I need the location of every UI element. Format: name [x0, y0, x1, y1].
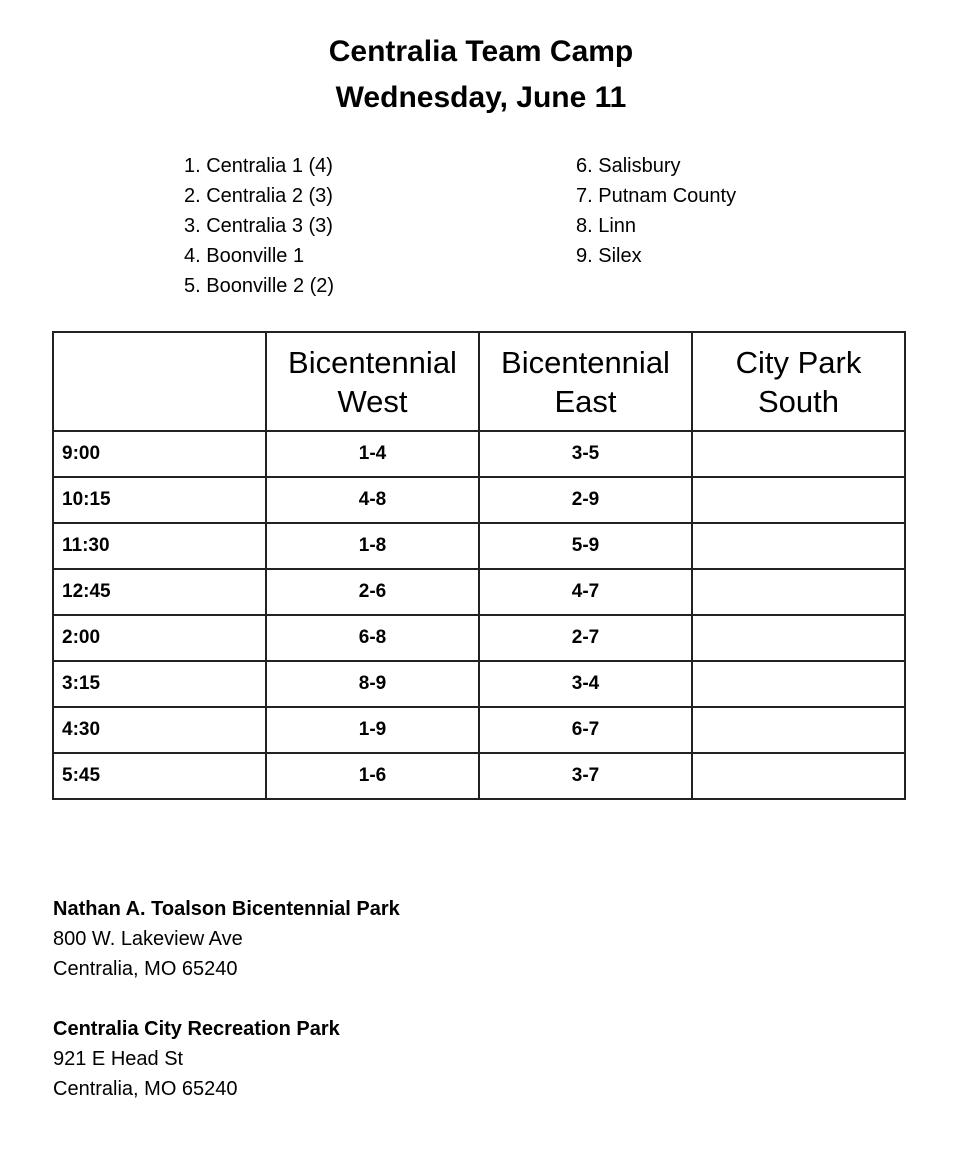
team-list-right: [576, 151, 736, 271]
header-time: [53, 332, 266, 431]
header-bicentennial-west: [266, 332, 479, 431]
team-list-item: 6. Salisbury: [576, 155, 681, 177]
team-list-item: 2. Centralia 2 (3): [184, 185, 333, 207]
game-cell-south: [692, 753, 905, 799]
header-bicentennial-east: [479, 332, 692, 431]
game-cell-south: [692, 569, 905, 615]
game-cell-east: 6-7: [479, 707, 692, 753]
game-cell-east: 2-7: [479, 615, 692, 661]
game-cell-east: 3-5: [479, 431, 692, 477]
table-row: [53, 569, 905, 615]
team-list-item: 3. Centralia 3 (3): [184, 215, 333, 237]
header-label: East: [554, 383, 617, 419]
team-list-item: 4. Boonville 1: [184, 245, 305, 267]
game-cell-west: 6-8: [266, 615, 479, 661]
game-cell-west: 1-8: [266, 523, 479, 569]
game-cell-west: 1-6: [266, 753, 479, 799]
header-label: Bicentennial: [288, 344, 457, 380]
team-list-item: 5. Boonville 2 (2): [184, 275, 335, 297]
header-city-park-south: [692, 332, 905, 431]
game-cell-south: [692, 615, 905, 661]
team-list-item: 9. Silex: [576, 245, 642, 267]
table-row: [53, 753, 905, 799]
time-cell: 2:00: [53, 615, 266, 661]
table-row: [53, 615, 905, 661]
game-cell-south: [692, 431, 905, 477]
time-cell: 12:45: [53, 569, 266, 615]
venue-address-block: [53, 894, 400, 984]
header-label: South: [757, 383, 839, 419]
header-label: West: [337, 383, 408, 419]
game-cell-east: 3-4: [479, 661, 692, 707]
game-cell-south: [692, 523, 905, 569]
game-cell-west: 2-6: [266, 569, 479, 615]
game-cell-east: 3-7: [479, 753, 692, 799]
page-title: Centralia Team Camp: [328, 35, 634, 68]
header-label: City Park: [735, 344, 862, 380]
header-label: Bicentennial: [501, 344, 670, 380]
game-cell-west: 8-9: [266, 661, 479, 707]
game-cell-south: [692, 707, 905, 753]
page-subtitle-date: Wednesday, June 11: [335, 81, 627, 114]
game-cell-south: [692, 477, 905, 523]
venue-name: Nathan A. Toalson Bicentennial Park: [53, 898, 400, 920]
venue-city: Centralia, MO 65240: [53, 1078, 238, 1100]
game-cell-west: 4-8: [266, 477, 479, 523]
game-cell-west: 1-4: [266, 431, 479, 477]
venue-city: Centralia, MO 65240: [53, 958, 238, 980]
venue-street: 921 E Head St: [53, 1048, 184, 1070]
game-cell-east: 5-9: [479, 523, 692, 569]
game-cell-east: 4-7: [479, 569, 692, 615]
time-cell: 10:15: [53, 477, 266, 523]
team-list-item: 1. Centralia 1 (4): [184, 155, 333, 177]
game-cell-east: 2-9: [479, 477, 692, 523]
game-cell-south: [692, 661, 905, 707]
venue-name: Centralia City Recreation Park: [53, 1018, 340, 1040]
table-row: [53, 431, 905, 477]
time-cell: 4:30: [53, 707, 266, 753]
table-row: [53, 707, 905, 753]
team-list-item: 8. Linn: [576, 215, 637, 237]
game-cell-west: 1-9: [266, 707, 479, 753]
table-row: [53, 523, 905, 569]
time-cell: 9:00: [53, 431, 266, 477]
venue-address-block: [53, 1014, 340, 1104]
team-list-left: [184, 151, 334, 301]
time-cell: 11:30: [53, 523, 266, 569]
time-cell: 3:15: [53, 661, 266, 707]
table-row: [53, 661, 905, 707]
table-row: [53, 477, 905, 523]
schedule-header-row: [53, 332, 905, 431]
time-cell: 5:45: [53, 753, 266, 799]
schedule-table: [52, 331, 906, 800]
venue-street: 800 W. Lakeview Ave: [53, 928, 243, 950]
team-list-item: 7. Putnam County: [576, 185, 737, 207]
